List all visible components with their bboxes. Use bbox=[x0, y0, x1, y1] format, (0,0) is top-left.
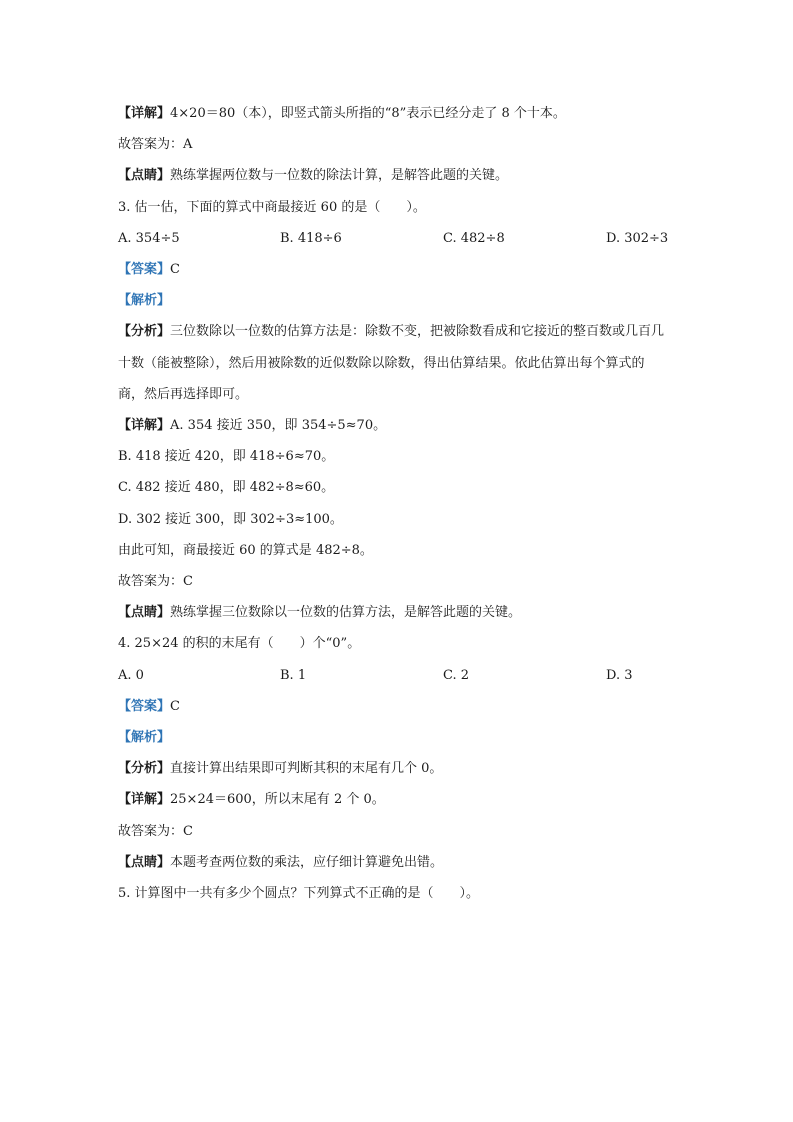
detail-text: A. 354 接近 350，即 354÷5≈70。 bbox=[170, 418, 387, 434]
detail-tag: 【详解】 bbox=[118, 418, 171, 434]
q2-detail bbox=[118, 98, 678, 129]
q4-final-answer: 故答案为：C bbox=[118, 823, 193, 839]
answer-tag: 【答案】 bbox=[118, 262, 171, 277]
point-tag: 【点睛】 bbox=[118, 854, 171, 870]
q3-stem: 3. 估一估，下面的算式中商最接近 60 的是（ ）。 bbox=[118, 199, 426, 215]
point-text: 熟练掌握三位数除以一位数的估算方法，是解答此题的关键。 bbox=[170, 605, 522, 621]
q3-conclusion: 由此可知，商最接近 60 的算式是 482÷8。 bbox=[118, 542, 373, 558]
q3-option-d: D. 302÷3 bbox=[606, 230, 669, 246]
answer-value: C bbox=[170, 698, 180, 714]
q4-options bbox=[118, 660, 678, 691]
q4-detail bbox=[118, 784, 678, 815]
q4-analysis-heading bbox=[118, 722, 678, 753]
fenxi-text: 三位数除以一位数的估算方法是：除数不变，把被除数看成和它接近的整百数或几百几十数（能被整除），然后用被除数的近似数除以除数，得出估算结果。依此估算出每个算式的商，然后再选择即可。 bbox=[118, 324, 665, 402]
point-text: 本题考查两位数的乘法，应仔细计算避免出错。 bbox=[170, 854, 444, 870]
q4-stem: 4. 25×24 的积的末尾有（ ）个“0”。 bbox=[118, 636, 361, 652]
answer-value: C bbox=[170, 262, 180, 277]
q4-point bbox=[118, 847, 678, 878]
q3-detail-a bbox=[118, 410, 678, 441]
q3-option-c: C. 482÷8 bbox=[443, 230, 505, 246]
fenxi-tag: 【分析】 bbox=[118, 761, 171, 777]
detail-tag: 【详解】 bbox=[118, 792, 171, 808]
q3-option-b: B. 418÷6 bbox=[280, 230, 342, 246]
q4-option-c: C. 2 bbox=[443, 667, 470, 683]
q4-fenxi bbox=[118, 753, 678, 784]
point-text: 熟练掌握两位数与一位数的除法计算，是解答此题的关键。 bbox=[170, 168, 509, 184]
q3-detail-d: D. 302 接近 300，即 302÷3≈100。 bbox=[118, 511, 343, 527]
point-tag: 【点睛】 bbox=[118, 168, 171, 184]
point-tag: 【点睛】 bbox=[118, 605, 171, 621]
q4-option-d: D. 3 bbox=[606, 667, 633, 683]
q3-point bbox=[118, 597, 678, 628]
document-page bbox=[118, 98, 678, 909]
fenxi-tag: 【分析】 bbox=[118, 324, 171, 340]
q4-option-a: A. 0 bbox=[118, 667, 144, 683]
q3-detail-b: B. 418 接近 420，即 418÷6≈70。 bbox=[118, 449, 335, 465]
q2-answer: 故答案为：A bbox=[118, 137, 193, 153]
q2-point bbox=[118, 160, 678, 191]
q3-final-answer: 故答案为：C bbox=[118, 574, 193, 590]
detail-text: 25×24＝600，所以末尾有 2 个 0。 bbox=[170, 792, 385, 808]
q3-answer bbox=[118, 254, 678, 285]
q3-option-a: A. 354÷5 bbox=[118, 230, 180, 246]
analysis-tag: 【解析】 bbox=[118, 730, 171, 746]
detail-text: 4×20＝80（本），即竖式箭头所指的“8”表示已经分走了 8 个十本。 bbox=[170, 106, 566, 121]
q5-stem: 5. 计算图中一共有多少个圆点？下列算式不正确的是（ ）。 bbox=[118, 886, 480, 902]
fenxi-text: 直接计算出结果即可判断其积的末尾有几个 0。 bbox=[170, 761, 443, 777]
q3-fenxi bbox=[118, 316, 668, 410]
q3-detail-c: C. 482 接近 480，即 482÷8≈60。 bbox=[118, 480, 335, 496]
q3-options bbox=[118, 223, 678, 254]
answer-tag: 【答案】 bbox=[118, 698, 171, 714]
analysis-tag: 【解析】 bbox=[118, 293, 171, 309]
detail-tag: 【详解】 bbox=[118, 106, 171, 121]
q4-option-b: B. 1 bbox=[280, 667, 307, 683]
q3-analysis-heading bbox=[118, 285, 678, 316]
q4-answer bbox=[118, 691, 678, 722]
